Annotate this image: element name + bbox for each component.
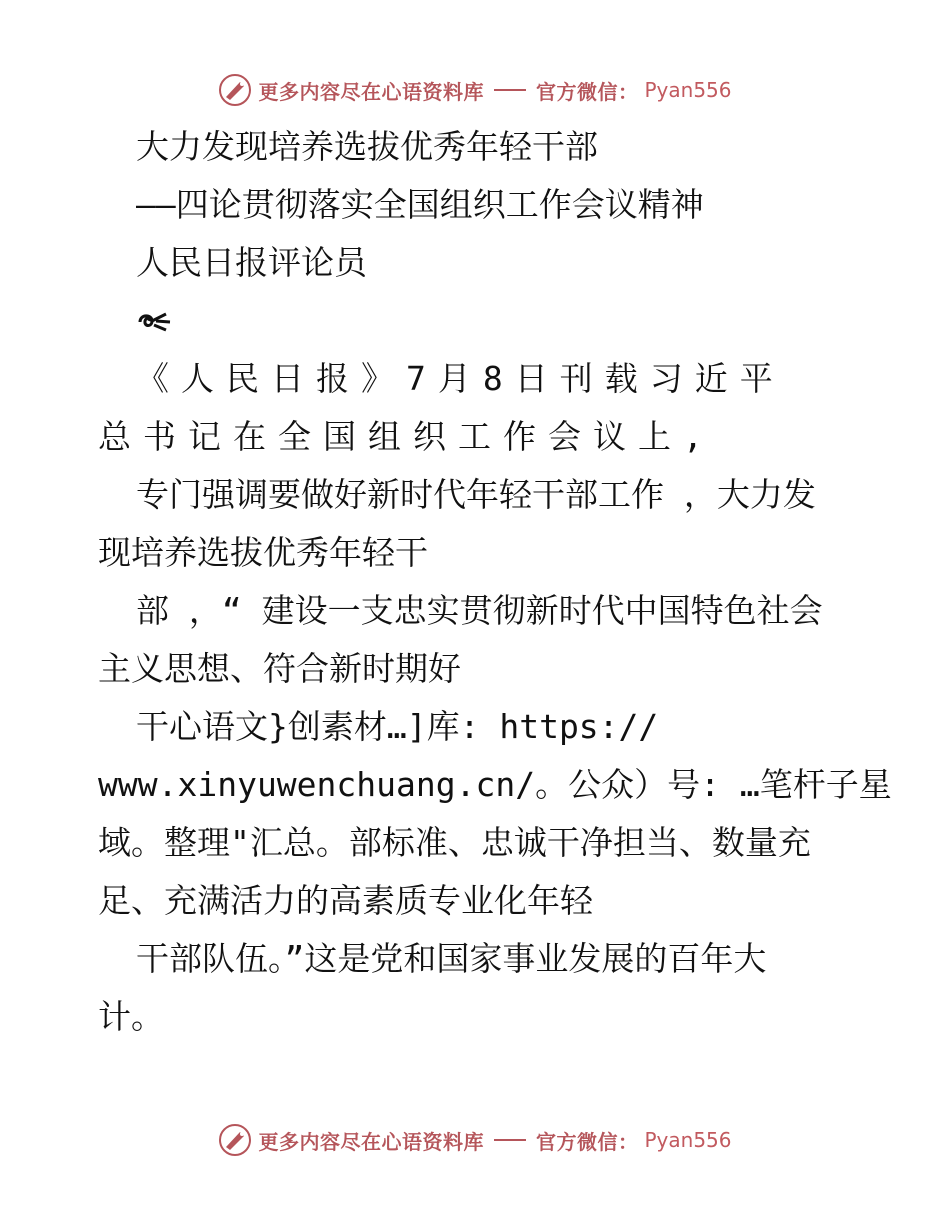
paragraph-line: 部 ，“ 建设一支忠实贯彻新时代中国特色社会 <box>136 591 823 630</box>
paragraph-line: 域。整理"汇总。部标准、忠诚干净担当、数量充 <box>98 823 811 862</box>
article-byline: 人民日报评论员 <box>136 243 367 282</box>
pen-logo-icon <box>218 73 252 107</box>
paragraph-line: 干部队伍。”这是党和国家事业发展的百年大 <box>136 939 767 978</box>
banner-wechat-id: Pyan556 <box>644 78 732 102</box>
fleuron-ornament-icon <box>98 292 858 350</box>
paragraph-line: www.xinyuwenchuang.cn/。公众）号: …笔杆子星 <box>98 765 892 804</box>
paragraph-line: 计。 <box>98 997 164 1036</box>
pen-logo-icon <box>218 1123 252 1157</box>
footer-watermark <box>0 1120 950 1160</box>
paragraph-line: 干心语文}创素材…]库: https:// <box>136 707 659 746</box>
banner-label: 官方微信： <box>535 1129 639 1154</box>
paragraph-line: 《人民日报》7月8日刊载习近平 <box>136 359 785 398</box>
paragraph-line: 现培养选拔优秀年轻干 <box>98 533 428 572</box>
paragraph-line: 专门强调要做好新时代年轻干部工作 ，大力发 <box>136 475 816 514</box>
banner-wechat-id: Pyan556 <box>644 1128 732 1152</box>
article-body <box>98 118 892 1046</box>
paragraph-line: 总书记在全国组织工作会议上, <box>98 417 715 456</box>
banner-text: 更多内容尽在心语资料库 <box>258 1129 484 1154</box>
banner-label: 官方微信： <box>535 79 639 104</box>
banner-divider <box>494 89 526 91</box>
article-subtitle: ——四论贯彻落实全国组织工作会议精神 <box>136 185 704 224</box>
paragraph-line: 足、充满活力的高素质专业化年轻 <box>98 881 593 920</box>
article-title: 大力发现培养选拔优秀年轻干部 <box>136 127 598 166</box>
banner-text: 更多内容尽在心语资料库 <box>258 79 484 104</box>
banner-divider <box>494 1139 526 1141</box>
header-watermark <box>0 70 950 110</box>
paragraph-line: 主义思想、符合新时期好 <box>98 649 461 688</box>
